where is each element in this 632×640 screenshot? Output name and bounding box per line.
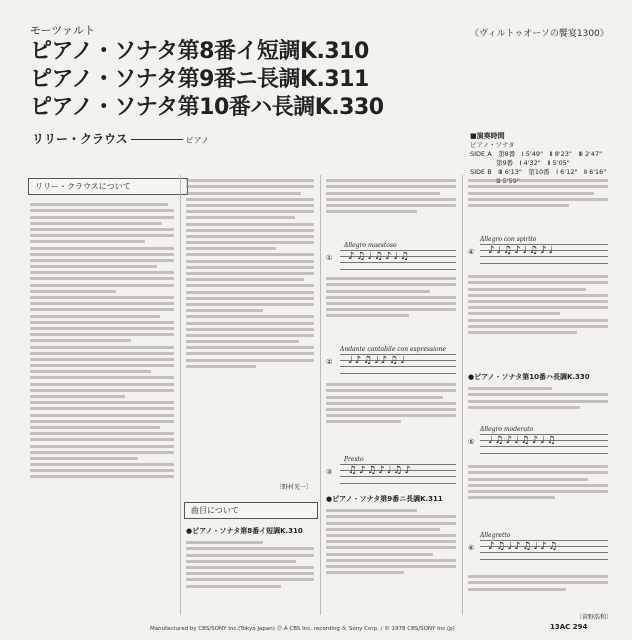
column-separator: [180, 175, 181, 615]
music-notes-1: ♪♫♩♫♪♩♫: [348, 251, 412, 262]
heading-k310: ●ピアノ・ソナタ第8番イ短調K.310: [186, 527, 303, 535]
column-2-lower-text: [186, 538, 314, 616]
section-about-music: 曲目について: [184, 502, 318, 519]
column-3-text: [326, 176, 456, 240]
footer-credit: Manufactured by CBS/SONY Inc.(Tokyo Japan) ⓟ A CBS Inc. recording ＆ Sony Corp. / © 1978 CBS/SONY Inc.(p): [150, 626, 455, 632]
signature-kanno: 〔菅野浩和〕: [576, 614, 613, 621]
signature-nomura: 〔野村光一〕: [276, 484, 313, 491]
example-3-tempo: Presto: [344, 456, 364, 463]
title-k310: ピアノ・ソナタ第8番イ短調K.310: [30, 39, 369, 64]
performer-dash: [131, 139, 183, 140]
column-3-text-b: [326, 274, 456, 344]
example-5-number: ⑤: [468, 438, 475, 446]
catalog-number: 13AC 294: [550, 623, 588, 631]
timing-side-b: SIDE B Ⅲ 6'13" 第10番 Ⅰ 6'12" Ⅱ 6'16": [470, 168, 607, 176]
timing-side-a: SIDE A 第8番 Ⅰ 5'49" Ⅱ 8'23" Ⅲ 2'47": [470, 150, 603, 158]
column-3-text-c: [326, 380, 456, 452]
column-4-text-d: [468, 462, 608, 530]
music-notes-6: ♪♫♩♪♫♩♪♫: [488, 541, 560, 552]
column-2-text: [186, 176, 314, 476]
title-k311: ピアノ・ソナタ第9番ニ長調K.311: [30, 67, 369, 92]
heading-k330: ●ピアノ・ソナタ第10番ハ長調K.330: [468, 373, 590, 381]
column-4-text-e: [468, 572, 608, 610]
example-4-tempo: Allegro con spirito: [480, 236, 537, 243]
title-k330: ピアノ・ソナタ第10番ハ長調K.330: [30, 95, 384, 120]
column-4-text: [468, 176, 608, 234]
example-3-number: ③: [326, 468, 333, 476]
example-1-tempo: Allegro maestoso: [344, 242, 397, 249]
music-notes-5: ♩♫♪♩♫♪♩♫: [488, 435, 558, 446]
example-5-tempo: Allegro moderato: [480, 426, 534, 433]
composer-name: モーツァルト: [30, 24, 96, 37]
example-6-number: ⑥: [468, 544, 475, 552]
section-about-performer: リリー・クラウスについて: [28, 178, 188, 195]
timing-side-a-2: 第9番 Ⅰ 4'32" Ⅱ 5'05": [496, 159, 570, 167]
example-4-number: ④: [468, 248, 475, 256]
column-separator: [320, 175, 321, 615]
performer-name: リリー・クラウス: [32, 132, 128, 146]
heading-k311: ●ピアノ・ソナタ第9番ニ長調K.311: [326, 495, 443, 503]
music-notes-2: ♩♪♫♩♪♫♩: [348, 355, 407, 366]
column-4-text-b: [468, 272, 608, 368]
example-2-tempo: Andante cantabile con espressione: [340, 346, 447, 353]
series-title: 《ヴィルトゥオーソの饗宴1300》: [470, 29, 609, 39]
column-separator: [462, 175, 463, 615]
column-3-text-d: [326, 506, 456, 610]
timing-subtitle: ピアノ・ソナタ: [470, 141, 515, 149]
example-1-number: ①: [326, 254, 333, 262]
music-notes-3: ♫♪♫♪♩♫♪: [348, 465, 413, 476]
timing-heading: ■演奏時間: [470, 132, 505, 140]
music-notes-4: ♪♩♫♪♩♫♪♩: [488, 245, 556, 256]
example-2-number: ②: [326, 358, 333, 366]
example-6-tempo: Allegretto: [480, 532, 511, 539]
column-4-text-c: [468, 384, 608, 424]
column-1-text: [30, 200, 174, 610]
performer-role: ピアノ: [185, 136, 210, 145]
performer-line: [32, 130, 209, 147]
